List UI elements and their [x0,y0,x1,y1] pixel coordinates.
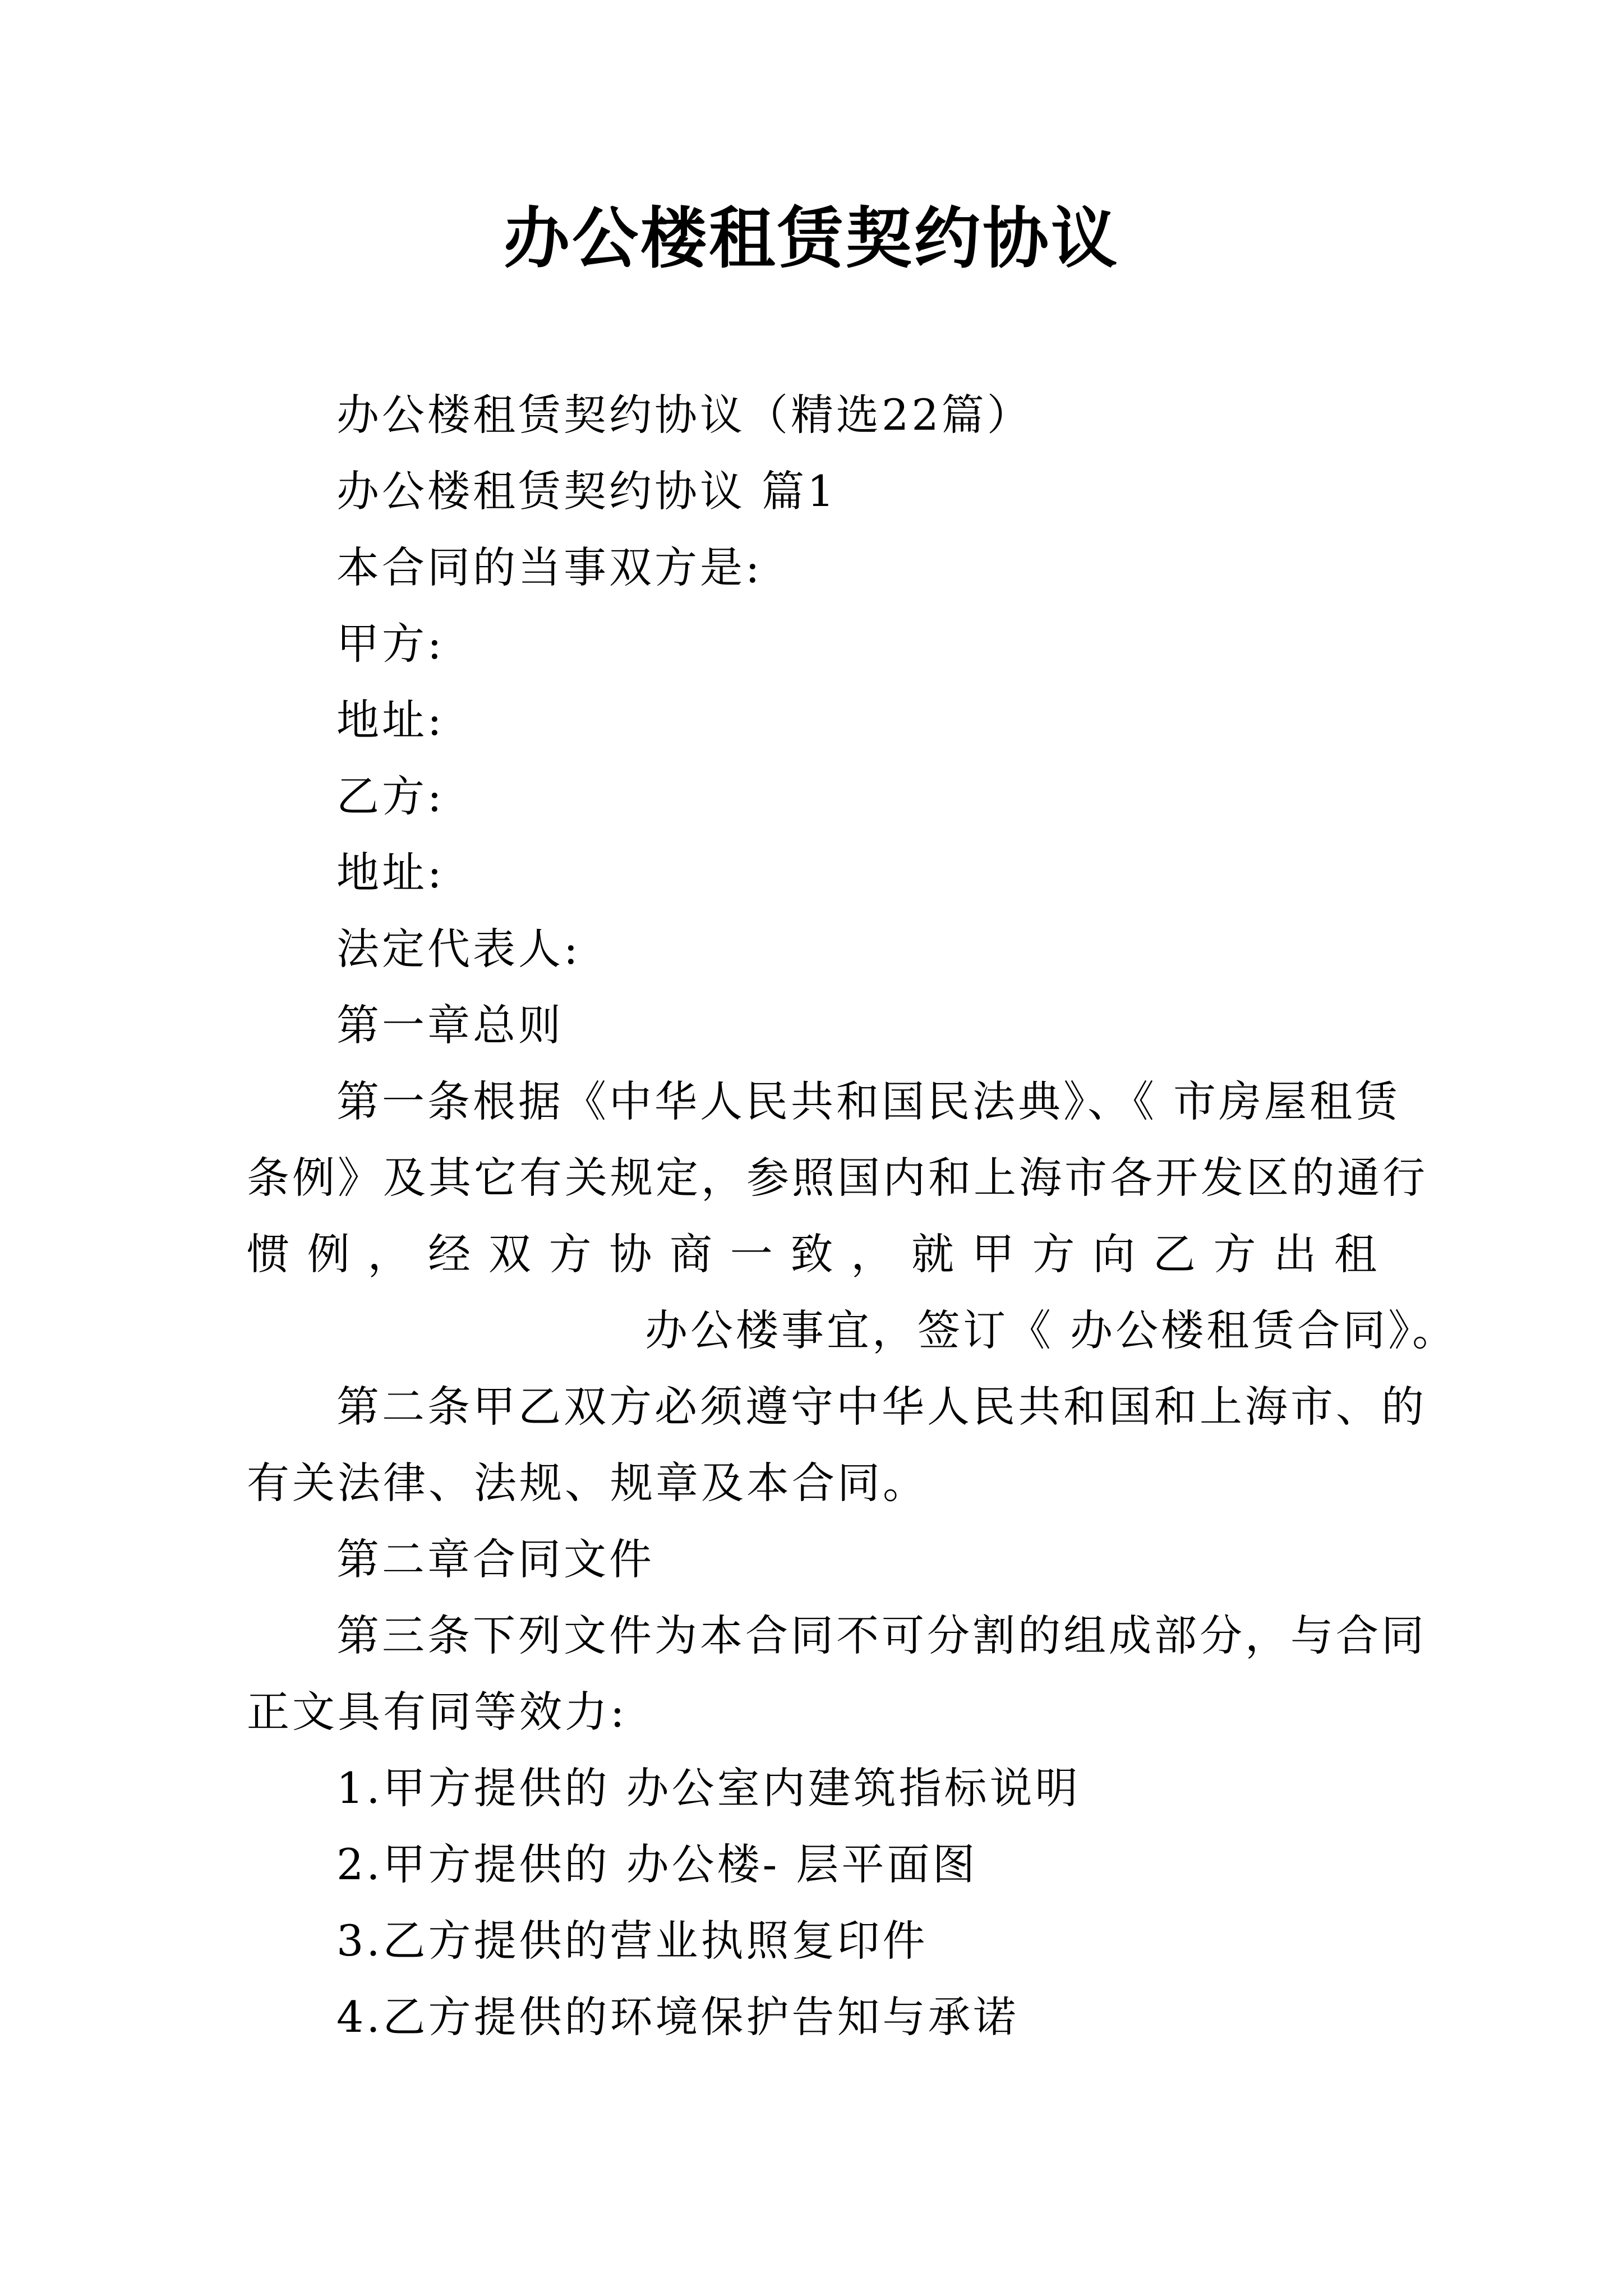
document-subtitle: 办公楼租赁契约协议（精选22篇） [336,390,1032,440]
party-a-address-label: 地址: [336,695,445,745]
paragraph-line: 有关法律、法规、规章及本合同。 [247,1458,928,1508]
paragraph-line: 正文具有同等效力: [247,1687,628,1737]
section-heading: 办公楼租赁契约协议 篇1 [336,466,837,516]
paragraph-line: 惯例，经双方协商一致，就甲方向乙方出租 [247,1229,1380,1279]
paragraph-line: 第三条下列文件为本合同不可分割的组成部分，与合同 [336,1611,1427,1660]
party-b-address-label: 地址: [336,848,445,898]
chapter-heading: 第二章合同文件 [336,1534,654,1584]
paragraph-line: 办公楼事宜，签订《 办公楼租赁合同》。 [645,1305,1458,1355]
paragraph-line: 第二条甲乙双方必须遵守中华人民共和国和上海市、的 [336,1382,1427,1432]
list-item: 2.甲方提供的 办公楼- 层平面图 [336,1839,978,1889]
list-item: 4.乙方提供的环境保护告知与承诺 [336,1992,1019,2042]
chapter-heading: 第一章总则 [336,1000,564,1050]
paragraph-line: 第一条根据《中华人民共和国民法典》、《 市房屋租赁 [336,1076,1401,1126]
list-item: 1.甲方提供的 办公室内建筑指标说明 [336,1763,1081,1813]
party-b-label: 乙方: [336,771,445,821]
paragraph-line: 本合同的当事双方是: [336,542,763,592]
document-title: 办公楼租赁契约协议 [503,199,1119,277]
party-a-label: 甲方: [336,619,445,669]
list-item: 3.乙方提供的营业执照复印件 [336,1916,928,1966]
legal-representative-label: 法定代表人: [336,924,581,974]
paragraph-line: 条例》及其它有关规定，参照国内和上海市各开发区的通行 [247,1153,1428,1203]
